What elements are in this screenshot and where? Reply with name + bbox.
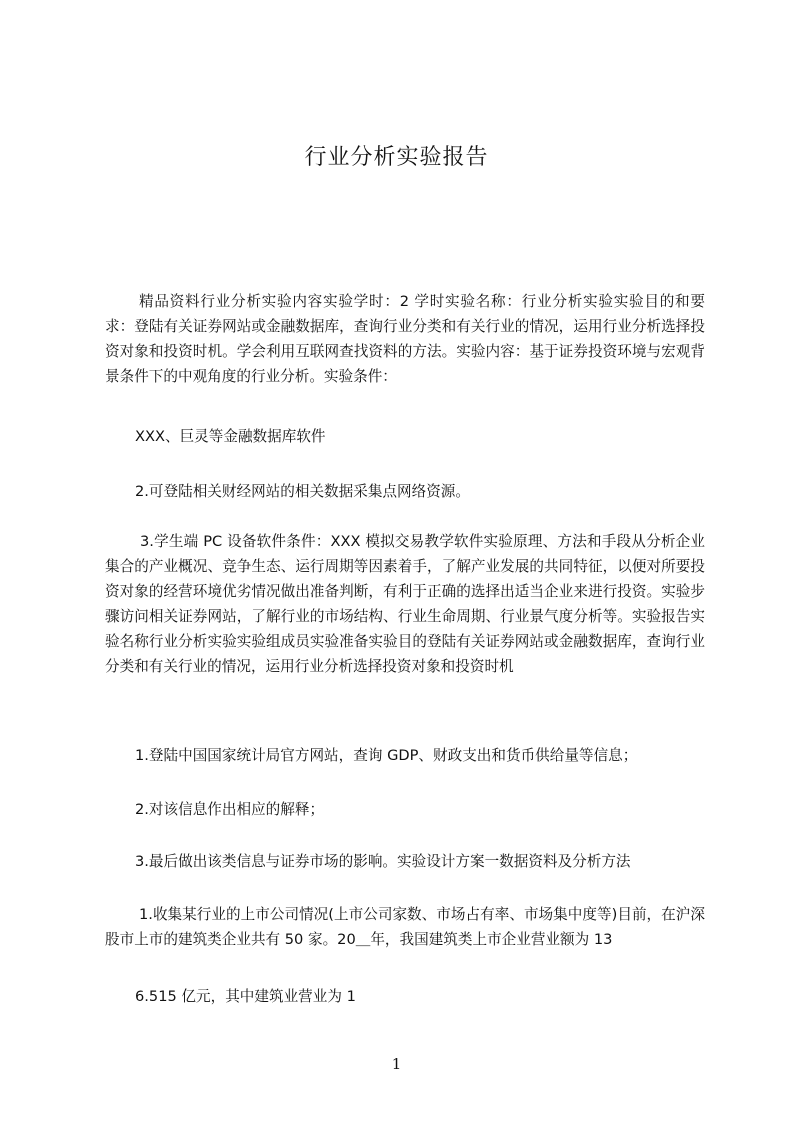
- paragraph-intro: 精品资料行业分析实验内容实验学时：2 学时实验名称：行业分析实验实验目的和要求：登陆有关证券网站或金融数据库，查询行业分类和有关行业的情况，运用行业分析选择投资对象和投资时机。学会利用互联网查找资料的方法。实验内容：基于证券投资环境与宏观背景条件下的中观角度的行业分析。实验条件：: [105, 293, 705, 385]
- page-number: 1: [391, 1055, 402, 1073]
- paragraph-step-1: 1.登陆中国国家统计局官方网站，查询 GDP、财政支出和货币供给量等信息；: [135, 747, 638, 764]
- paragraph-data-collection: 1.收集某行业的上市公司情况(上市公司家数、市场占有率、市场集中度等)目前，在沪深股市上市的建筑类企业共有 50 家。20＿年，我国建筑类上市企业营业额为 13: [105, 906, 705, 948]
- paragraph-revenue: 6.515 亿元，其中建筑业营业为 1: [135, 988, 356, 1005]
- paragraph-step-3: 3.最后做出该类信息与证券市场的影响。实验设计方案一数据资料及分析方法: [135, 853, 631, 870]
- paragraph-step-2: 2.对该信息作出相应的解释；: [135, 801, 325, 818]
- paragraph-network-resources: 2.可登陆相关财经网站的相关数据采集点网络资源。: [135, 483, 470, 500]
- paragraph-software: XXX、巨灵等金融数据库软件: [135, 428, 326, 445]
- paragraph-student-pc: 3.学生端 PC 设备软件条件：XXX 模拟交易教学软件实验原理、方法和手段从分析企业集合的产业概况、竞争生态、运行周期等因素着手，了解产业发展的共同特征，以便对所要投资对象的经营环境优劣情况做出准备判断，有利于正确的选择出适当企业来进行投资。实验步骤访问相关证券网站，了解行业的市场结构、行业生命周期、行业景气度分析等。实验报告实验名称行业分析实验实验组成员实验准备实验目的登陆有关证券网站或金融数据库，查询行业分类和有关行业的情况，运用行业分析选择投资对象和投资时机: [105, 533, 705, 675]
- document-title: 行业分析实验报告: [304, 145, 489, 170]
